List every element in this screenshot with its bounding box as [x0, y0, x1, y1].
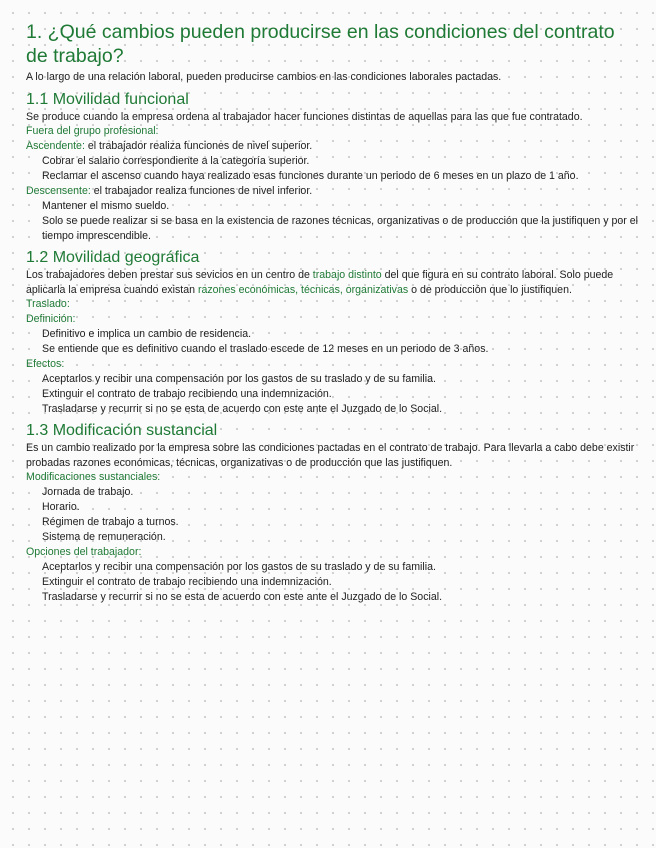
list-item: Trasladarse y recurrir si no se esta de acuerdo con este ante el Juzgado de lo Social.	[42, 403, 443, 415]
ascendente-label: Ascendente:	[26, 140, 85, 152]
page-title: 1. ¿Qué cambios pueden producirse en las condiciones del contrato de trabajo?	[26, 21, 615, 67]
desc-part: o de producción que lo justifiquen.	[408, 283, 572, 296]
section-description: Se produce cuando la empresa ordena al trabajador hacer funciones distintas de aquellas para las que fue contratado.	[26, 110, 583, 123]
subsection-label: Fuera del grupo profesional:	[26, 125, 159, 137]
list-item: Aceptarlos y recibir una compensación por los gastos de su traslado y de su familia.	[42, 561, 436, 573]
list-item: Trasladarse y recurrir si no se esta de acuerdo con este ante el Juzgado de lo Social.	[42, 591, 443, 603]
desc-part: Los trabajadores deben prestar sus sevicios en un centro de	[26, 269, 313, 281]
subsection-label: Efectos:	[26, 358, 65, 370]
section-heading-movilidad-geografica: 1.2 Movilidad geográfica	[26, 249, 200, 266]
descensente-label: Descensente:	[26, 185, 91, 197]
desc-highlight: trabajo distinto	[312, 269, 382, 281]
list-item: Se entiende que es definitivo cuando el traslado escede de 12 meses en un periodo de 3 años.	[42, 343, 489, 355]
subsection-label: Modificaciones sustanciales:	[26, 471, 161, 483]
subsection-label: Opciones del trabajador:	[26, 546, 142, 558]
section-heading-movilidad-funcional: 1.1 Movilidad funcional	[26, 90, 189, 108]
list-item: Mantener el mismo sueldo.	[42, 200, 170, 212]
list-item: Reclamar el ascenso cuando haya realizado esas funciones durante un periodo de 6 meses en un plazo de 1 año.	[42, 170, 579, 182]
list-item: Extinguir el contrato de trabajo recibiendo una indemnización.	[42, 388, 332, 400]
list-item: Sistema de remuneración.	[42, 531, 166, 543]
descensente-line	[26, 184, 638, 199]
ascendente-text: el trabajador realiza funciones de nivel superior.	[84, 140, 313, 152]
list-item: Régimen de trabajo a turnos.	[42, 516, 179, 528]
ascendente-line	[26, 139, 638, 154]
subsection-label: Traslado:	[26, 298, 70, 310]
list-item: Extinguir el contrato de trabajo recibiendo una indemnización.	[42, 576, 332, 588]
list-item: Definitivo e implica un cambio de residencia.	[42, 328, 252, 340]
desc-part: del que figura en su contrato laboral. Solo puede aplicarla la empresa cuando existan	[26, 269, 614, 296]
intro-text: A lo largo de una relación laboral, pueden producirse cambios en las condiciones laborales pactadas.	[26, 71, 502, 83]
list-item: Solo se puede realizar si se basa en la existencia de razones técnicas, organizativas o de producción que la justifiquen y por el tiempo imprescendible.	[42, 215, 638, 242]
list-item: Aceptarlos y recibir una compensación por los gastos de su traslado y de su familia.	[42, 373, 436, 385]
section-description	[26, 268, 638, 297]
list-item: Horario.	[42, 501, 80, 513]
section-description: Es un cambio realizado por la empresa sobre las condiciones pactadas en el contrato de trabajo. Para llevarla a cabo debe existir probadas razones económicas, técnicas, organizativas o de producción que las justifiquen.	[26, 442, 635, 469]
list-item: Cobrar el salario correspondiente a la categoría superior.	[42, 155, 310, 167]
section-heading-modificacion-sustancial: 1.3 Modificación sustancial	[26, 422, 218, 439]
descensente-text: el trabajador realiza funciones de nivel inferior.	[90, 185, 313, 197]
subsection-label: Definición:	[26, 313, 76, 325]
desc-highlight: razones económicas, técnicas, organizativas	[197, 283, 409, 296]
list-item: Jornada de trabajo.	[42, 486, 134, 498]
